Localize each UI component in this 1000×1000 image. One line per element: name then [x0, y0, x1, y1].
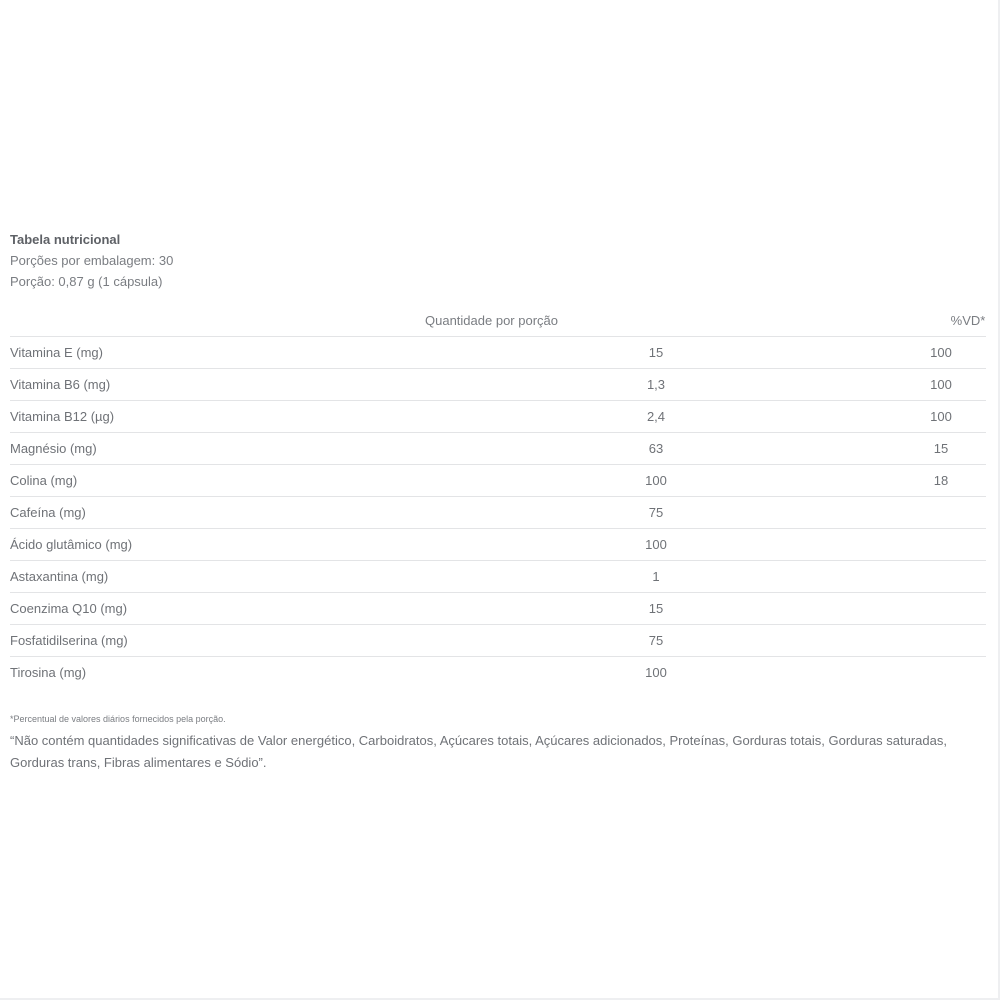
nutrition-panel — [10, 230, 986, 774]
nutrient-vd-cell — [938, 529, 986, 561]
nutrient-quantity-cell — [360, 561, 938, 593]
nutrient-name: Tirosina (mg) — [10, 665, 87, 680]
nutrient-vd: 100 — [930, 377, 952, 392]
nutrient-quantity-cell — [360, 593, 938, 625]
nutrient-vd: 100 — [930, 409, 952, 424]
nutrient-vd-cell — [938, 561, 986, 593]
serving-size: Porção: 0,87 g (1 cápsula) — [10, 274, 163, 289]
nutrient-vd-cell — [930, 401, 986, 433]
nutrient-name: Vitamina E (mg) — [10, 337, 360, 369]
nutrient-quantity-cell — [360, 497, 938, 529]
servings-per-package: Porções por embalagem: 30 — [10, 253, 174, 268]
nutrition-table-header — [10, 304, 986, 337]
table-row — [10, 625, 986, 657]
nutrient-name: Ácido glutâmico (mg) — [10, 529, 360, 561]
nutrient-name: Cafeína (mg) — [10, 497, 360, 529]
table-row — [10, 433, 986, 465]
nutrient-name: Vitamina B6 (mg) — [10, 369, 360, 401]
nutrient-name: Astaxantina (mg) — [10, 561, 360, 593]
nutrient-vd-cell — [938, 497, 986, 529]
nutrient-quantity-cell — [360, 657, 938, 689]
nutrient-quantity: 15 — [648, 601, 664, 616]
nutrient-quantity-cell — [360, 369, 938, 401]
header-row — [10, 304, 986, 337]
nutrient-vd-cell — [930, 337, 986, 369]
nutrient-quantity: 75 — [648, 505, 664, 520]
nutrient-vd-cell — [933, 433, 986, 465]
table-row — [10, 465, 986, 497]
table-row — [10, 497, 986, 529]
nutrient-quantity: 100 — [645, 473, 667, 488]
header-quantity: Quantidade por porção — [360, 304, 938, 337]
nutrient-quantity: 100 — [645, 537, 667, 552]
nutrient-quantity-cell — [360, 625, 938, 657]
nutrient-quantity: 63 — [648, 441, 664, 456]
nutrition-table-body — [10, 337, 986, 689]
nutrient-name: Coenzima Q10 (mg) — [10, 593, 360, 625]
nutrient-quantity: 1,3 — [646, 377, 666, 392]
table-row — [10, 657, 986, 689]
table-row — [10, 529, 986, 561]
nutrient-quantity: 2,4 — [646, 409, 666, 424]
header-vd: %VD* — [938, 304, 986, 337]
nutrient-vd-cell — [930, 369, 986, 401]
nutrient-quantity-cell — [360, 401, 938, 433]
footnote-vd: *Percentual de valores diários fornecidos pela porção. — [10, 714, 226, 724]
nutrient-name: Vitamina B12 (µg) — [10, 401, 360, 433]
nutrient-name: Magnésio (mg) — [10, 433, 360, 465]
nutrient-quantity-cell — [360, 337, 938, 369]
table-title: Tabela nutricional — [10, 232, 121, 247]
nutrition-table — [10, 304, 986, 688]
footnote-not-significant: “Não contém quantidades significativas de Valor energético, Carboidratos, Açúcares totais, Açúcares adicionados, Proteínas, Gorduras totais, Gorduras saturadas, Gorduras trans, Fibras alimentares e Sódio”. — [10, 733, 947, 770]
nutrient-quantity-cell — [360, 529, 938, 561]
nutrient-name: Colina (mg) — [10, 465, 360, 497]
nutrient-quantity: 75 — [648, 633, 664, 648]
table-row — [10, 593, 986, 625]
table-row — [10, 337, 986, 369]
nutrient-quantity-cell — [360, 465, 938, 497]
nutrient-vd: 18 — [933, 473, 949, 488]
table-row — [10, 401, 986, 433]
table-row — [10, 369, 986, 401]
header-nutrient — [10, 304, 360, 337]
nutrient-vd: 15 — [933, 441, 949, 456]
nutrient-quantity-cell — [360, 433, 938, 465]
table-row — [10, 561, 986, 593]
nutrient-quantity: 100 — [645, 665, 667, 680]
nutrient-quantity: 1 — [652, 569, 660, 584]
nutrient-name: Fosfatidilserina (mg) — [10, 625, 360, 657]
nutrient-vd-cell — [938, 657, 986, 689]
nutrient-vd: 100 — [930, 345, 952, 360]
nutrient-quantity: 15 — [648, 345, 664, 360]
nutrient-vd-cell — [933, 465, 986, 497]
nutrient-vd-cell — [938, 625, 986, 657]
nutrient-vd-cell — [938, 593, 986, 625]
